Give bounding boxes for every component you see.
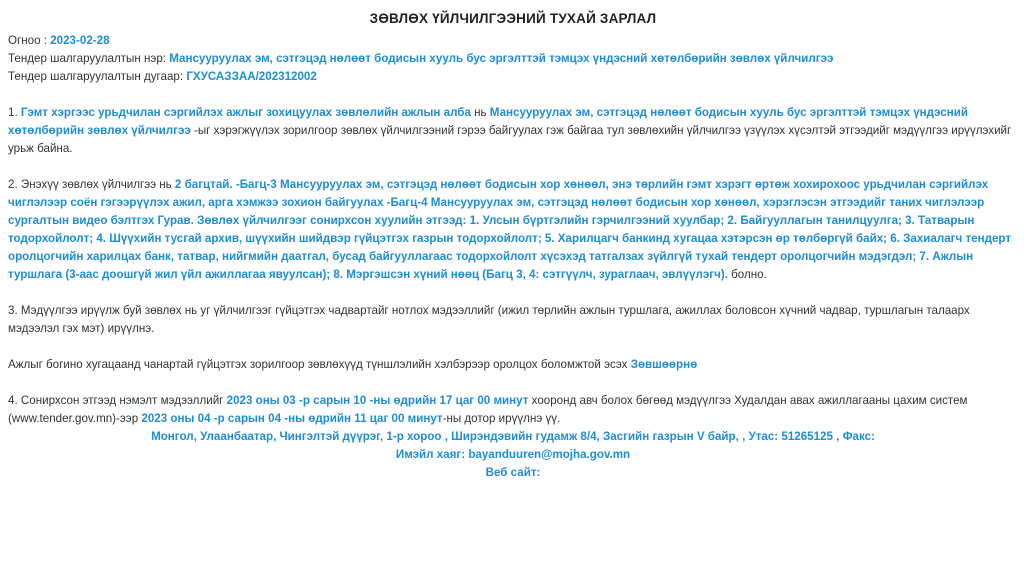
p1-body: -ыг хэрэгжүүлэх зорилгоор зөвлөх үйлчилгээний гэрээ байгуулах гэж байгаа тул зөвлөхийн үйлчилгээ үзүүлэх хүсэлтэй этгээдийг мэдүүлгээ ирүүлэхийг урьж байна. [8, 124, 1012, 155]
tender-number-line [8, 68, 1018, 86]
date-line [8, 32, 1018, 50]
paragraph-2 [8, 176, 1018, 284]
p1-service-name: Мансууруулах эм, сэтгэцэд нөлөөт бодисын хууль бус эргэлттэй тэмцэх үндэсний хөтөлбөрийн зөвлөх үйлчилгээ [8, 106, 968, 137]
p4-prefix: 4. Сонирхсон этгээд нэмэлт мэдээллийг [8, 394, 227, 407]
tender-name-line [8, 50, 1018, 68]
date-value: 2023-02-28 [50, 34, 110, 47]
tender-number-label: Тендер шалгаруулалтын дугаар: [8, 70, 187, 83]
p1-organization: Гэмт хэргээс урьдчилан сэргийлэх ажлыг зохицуулах зөвлөлийн ажлын алба [20, 106, 471, 119]
p1-prefix: 1. [8, 106, 21, 119]
joint-venture-value: Зөвшөөрнө [630, 358, 698, 371]
page-title: ЗӨВЛӨХ ҮЙЛЧИЛГЭЭНИЙ ТУХАЙ ЗАРЛАЛ [369, 11, 657, 26]
contact-email-line [8, 446, 1018, 464]
p2-suffix: болно. [727, 268, 767, 281]
joint-venture-label: Ажлыг богино хугацаанд чанартай гүйцэтгэх зорилгоор зөвлөхүүд түншлэлийн хэлбэрээр оролцох боломжтой эсэх [8, 358, 631, 371]
email-label: Имэйл хаяг: [395, 448, 469, 461]
paragraph-1 [8, 104, 1018, 158]
p2-prefix: 2. Энэхүү зөвлөх үйлчилгээ нь [8, 178, 175, 191]
contact-website: Веб сайт: [485, 466, 541, 479]
tender-name-label: Тендер шалгаруулалтын нэр: [8, 52, 170, 65]
joint-venture-line [8, 356, 1018, 374]
p4-body: хооронд авч болох бөгөөд мэдүүлгээ Худалдан авах ажиллагааны цахим систем (www.tender.gov.mn)-ээр [8, 394, 968, 425]
p4-submission-deadline: 2023 оны 04 -р сарын 04 -ны өдрийн 11 цаг 00 минут [141, 412, 443, 425]
date-label: Огноо : [8, 34, 51, 47]
p2-packages: 2 багцтай. -Багц-3 Мансууруулах эм, сэтгэцэд нөлөөт бодисын хор хөнөөл, энэ төрлийн гэмт хэрэгт өртөж хохирохоос урьдчилан сэргийлэх чиглэлээр соён гэгээрүүлэх ажил, арга хэмжээ зохион байгуулах -Багц-4 Мансууруулах эм, сэтгэцэд нөлөөт бодисын хор хөнөөл, хэрэглэсэн этгээдийг таних чиглэлээр сургалтын видео бэлтгэх Гурав. Зөвлөх үйлчилгээг сонирхсон хуулийн этгээд: 1. Улсын бүртгэлийн гэрчилгээний хуулбар; 2. Байгууллагын танилцуулга; 3. Татварын тодорхойлолт; 4. Шүүхийн тусгай архив, шүүхийн шийдвэр гүйцэтгэх газрын тодорхойлолт; 5. Харилцагч банкинд хугацаа хэтэрсэн өр төлбөргүй байх; 6. Захиалагч тендерт оролцогчийн харилцах банк, татвар, нийгмийн даатгал, бусад байгууллагаас тодорхойлолт хүсэхэд татгалзах зүйлгүй тухай тендерт оролцогчийн мэдэгдэл; 7. Ажлын туршлага (3-аас доошгүй жил үйл ажиллагаа явуулсан); 8. Мэргэшсэн хүний нөөц (Багц 3, 4: сэтгүүлч, зураглаач, эвлүүлэгч). [8, 178, 1011, 281]
tender-number-value: ГХУСАЗЗАА/202312002 [186, 70, 317, 83]
p4-info-deadline: 2023 оны 03 -р сарын 10 -ны өдрийн 17 цаг 00 минут [226, 394, 529, 407]
paragraph-4 [8, 392, 1018, 428]
contact-address: Монгол, Улаанбаатар, Чингэлтэй дүүрэг, 1-р хороо , Ширэндэвийн гудамж 8/4, Засгийн газрын V байр, , Утас: 51265125 , Факс: [151, 430, 875, 443]
p4-suffix: -ны дотор ирүүлнэ үү. [442, 412, 561, 425]
tender-name-value: Мансууруулах эм, сэтгэцэд нөлөөт бодисын хууль бус эргэлттэй тэмцэх үндэсний хөтөлбөрийн зөвлөх үйлчилгээ [169, 52, 834, 65]
email-link[interactable]: bayanduuren@mojha.gov.mn [468, 448, 631, 461]
paragraph-3: 3. Мэдүүлгээ ирүүлж буй зөвлөх нь уг үйлчилгээг гүйцэтгэх чадвартайг нотлох мэдээллийг (ижил төрлийн ажлын туршлага, ажиллах боловсон хүчний чадвар, туршлагын талаарх мэдээлэл гэх мэт) ирүүлнэ. [8, 304, 970, 335]
p1-connector: нь [470, 106, 490, 119]
